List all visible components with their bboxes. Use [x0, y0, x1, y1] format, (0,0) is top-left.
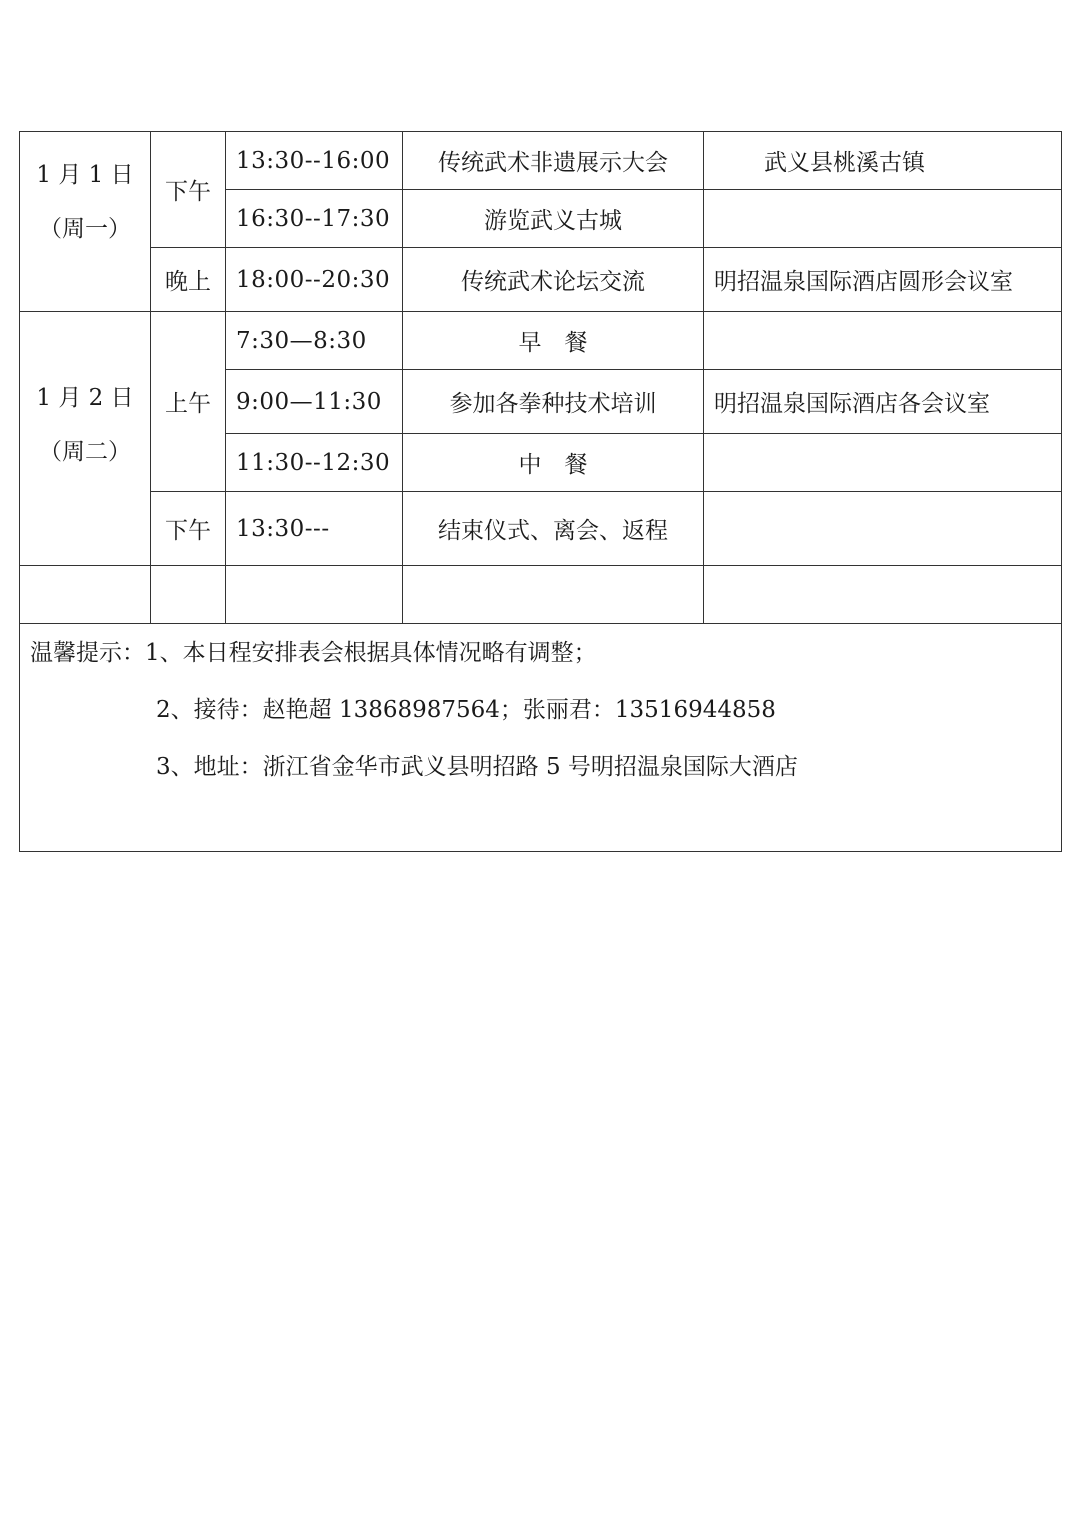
period-cell: 晚上 [151, 248, 226, 312]
time-cell: 18:00--20:30 [226, 248, 403, 312]
event-cell: 参加各拳种技术培训 [403, 370, 704, 434]
event-cell: 游览武义古城 [403, 190, 704, 248]
empty-cell [226, 566, 403, 624]
empty-cell [20, 566, 151, 624]
weekday-label: （周二） [39, 438, 131, 465]
time-cell: 11:30--12:30 [226, 434, 403, 492]
empty-cell [704, 566, 1062, 624]
time-cell: 16:30--17:30 [226, 190, 403, 248]
weekday-label: （周一） [39, 216, 131, 242]
table-row [20, 492, 1062, 566]
notes-row [20, 624, 1062, 852]
event-cell: 早 餐 [403, 312, 704, 370]
table-row [20, 248, 1062, 312]
time-cell: 13:30--- [226, 492, 403, 566]
time-cell: 7:30—8:30 [226, 312, 403, 370]
event-cell: 传统武术非遗展示大会 [403, 132, 704, 190]
event-cell: 结束仪式、离会、返程 [403, 492, 704, 566]
venue-cell: 明招温泉国际酒店圆形会议室 [704, 248, 1062, 312]
period-cell: 下午 [151, 132, 226, 248]
venue-cell [704, 434, 1062, 492]
venue-cell [704, 492, 1062, 566]
empty-row [20, 566, 1062, 624]
date-label: 1 月 2 日 [36, 384, 134, 411]
table-row [20, 132, 1062, 190]
date-cell-day2 [20, 312, 151, 566]
venue-cell: 武义县桃溪古镇 [704, 132, 1062, 190]
notes-cell [20, 624, 1062, 852]
venue-cell [704, 312, 1062, 370]
period-cell: 上午 [151, 312, 226, 492]
schedule-table [19, 131, 1062, 852]
venue-cell: 明招温泉国际酒店各会议室 [704, 370, 1062, 434]
empty-cell [403, 566, 704, 624]
time-cell: 9:00—11:30 [226, 370, 403, 434]
time-cell: 13:30--16:00 [226, 132, 403, 190]
date-cell-day1 [20, 132, 151, 312]
note-reminder: 温馨提示：1、本日程安排表会根据具体情况略有调整； [30, 640, 597, 666]
empty-cell [151, 566, 226, 624]
date-label: 1 月 1 日 [36, 162, 134, 188]
table-row [20, 312, 1062, 370]
event-cell: 中 餐 [403, 434, 704, 492]
venue-cell [704, 190, 1062, 248]
note-address: 3、地址：浙江省金华市武义县明招路 5 号明招温泉国际大酒店 [156, 754, 798, 780]
event-cell: 传统武术论坛交流 [403, 248, 704, 312]
note-contacts: 2、接待：赵艳超 13868987564；张丽君：13516944858 [156, 697, 776, 723]
period-cell: 下午 [151, 492, 226, 566]
